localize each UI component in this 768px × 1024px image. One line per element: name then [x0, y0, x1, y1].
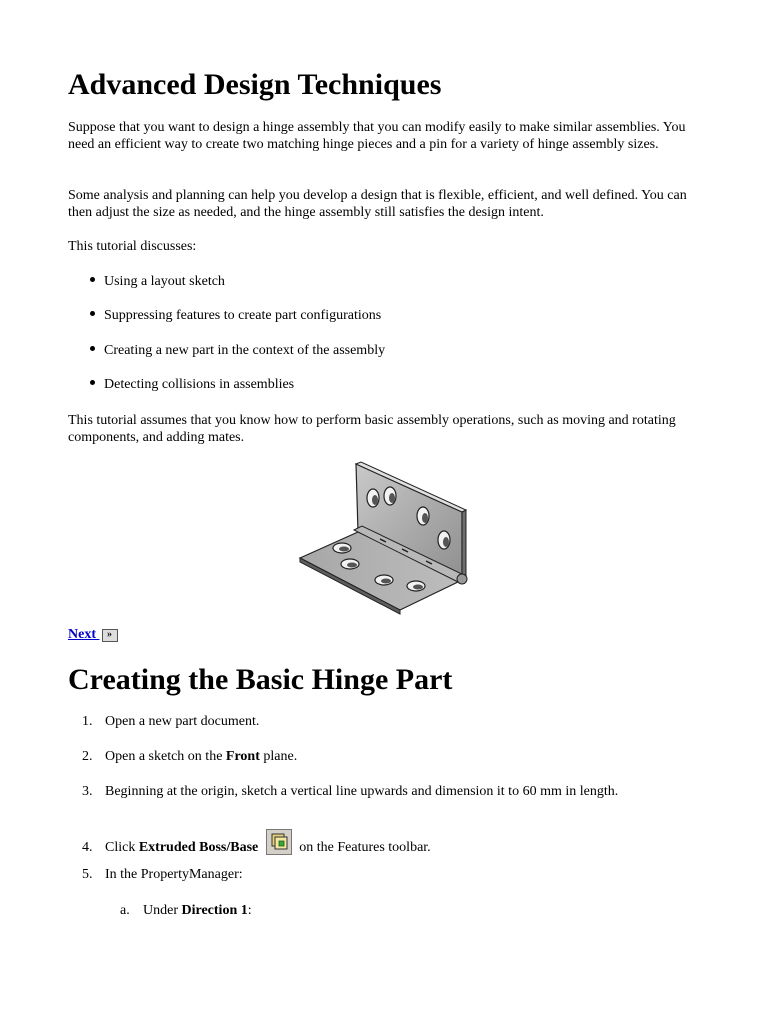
list-item: 4. Click Extruded Boss/Base on the Features toolbar.: [82, 829, 431, 856]
list-item: 1. Open a new part document.: [82, 714, 260, 729]
list-item: 3. Beginning at the origin, sketch a vertical line upwards and dimension it to 60 mm in length.: [82, 784, 619, 799]
section-title-basic-hinge: Creating the Basic Hinge Part: [68, 663, 453, 696]
list-item: Using a layout sketch: [90, 273, 225, 290]
bullet-icon: [90, 311, 95, 316]
bullet-icon: [90, 277, 95, 282]
next-arrow-icon[interactable]: »: [102, 629, 118, 642]
list-item: 2. Open a sketch on the Front plane.: [82, 749, 298, 764]
intro-paragraph-1: Suppose that you want to design a hinge assembly that you can modify easily to make similar assemblies. You need an efficient way to create two matching hinge pieces and a pin for a variety of hinge assembly sizes.: [68, 120, 686, 152]
intro-paragraph-2: Some analysis and planning can help you develop a design that is flexible, efficient, and well defined. You can then adjust the size as needed, and the hinge assembly still satisfies the design intent.: [68, 188, 687, 220]
section-title-advanced-design: Advanced Design Techniques: [68, 68, 442, 101]
bullet-icon: [90, 346, 95, 351]
list-item: Suppressing features to create part configurations: [90, 307, 381, 324]
list-item: Detecting collisions in assemblies: [90, 376, 294, 393]
assumes-paragraph: This tutorial assumes that you know how to perform basic assembly operations, such as moving and rotating components, and adding mates.: [68, 413, 676, 445]
extruded-boss-base-icon: [266, 829, 292, 855]
list-item: a. Under Direction 1:: [120, 903, 252, 918]
list-item: 5. In the PropertyManager:: [82, 867, 243, 882]
list-item: Creating a new part in the context of the assembly: [90, 342, 385, 359]
next-link[interactable]: Next »: [68, 627, 118, 643]
discusses-paragraph: This tutorial discusses:: [68, 239, 197, 254]
hinge-illustration: [298, 460, 468, 616]
bullet-icon: [90, 380, 95, 385]
